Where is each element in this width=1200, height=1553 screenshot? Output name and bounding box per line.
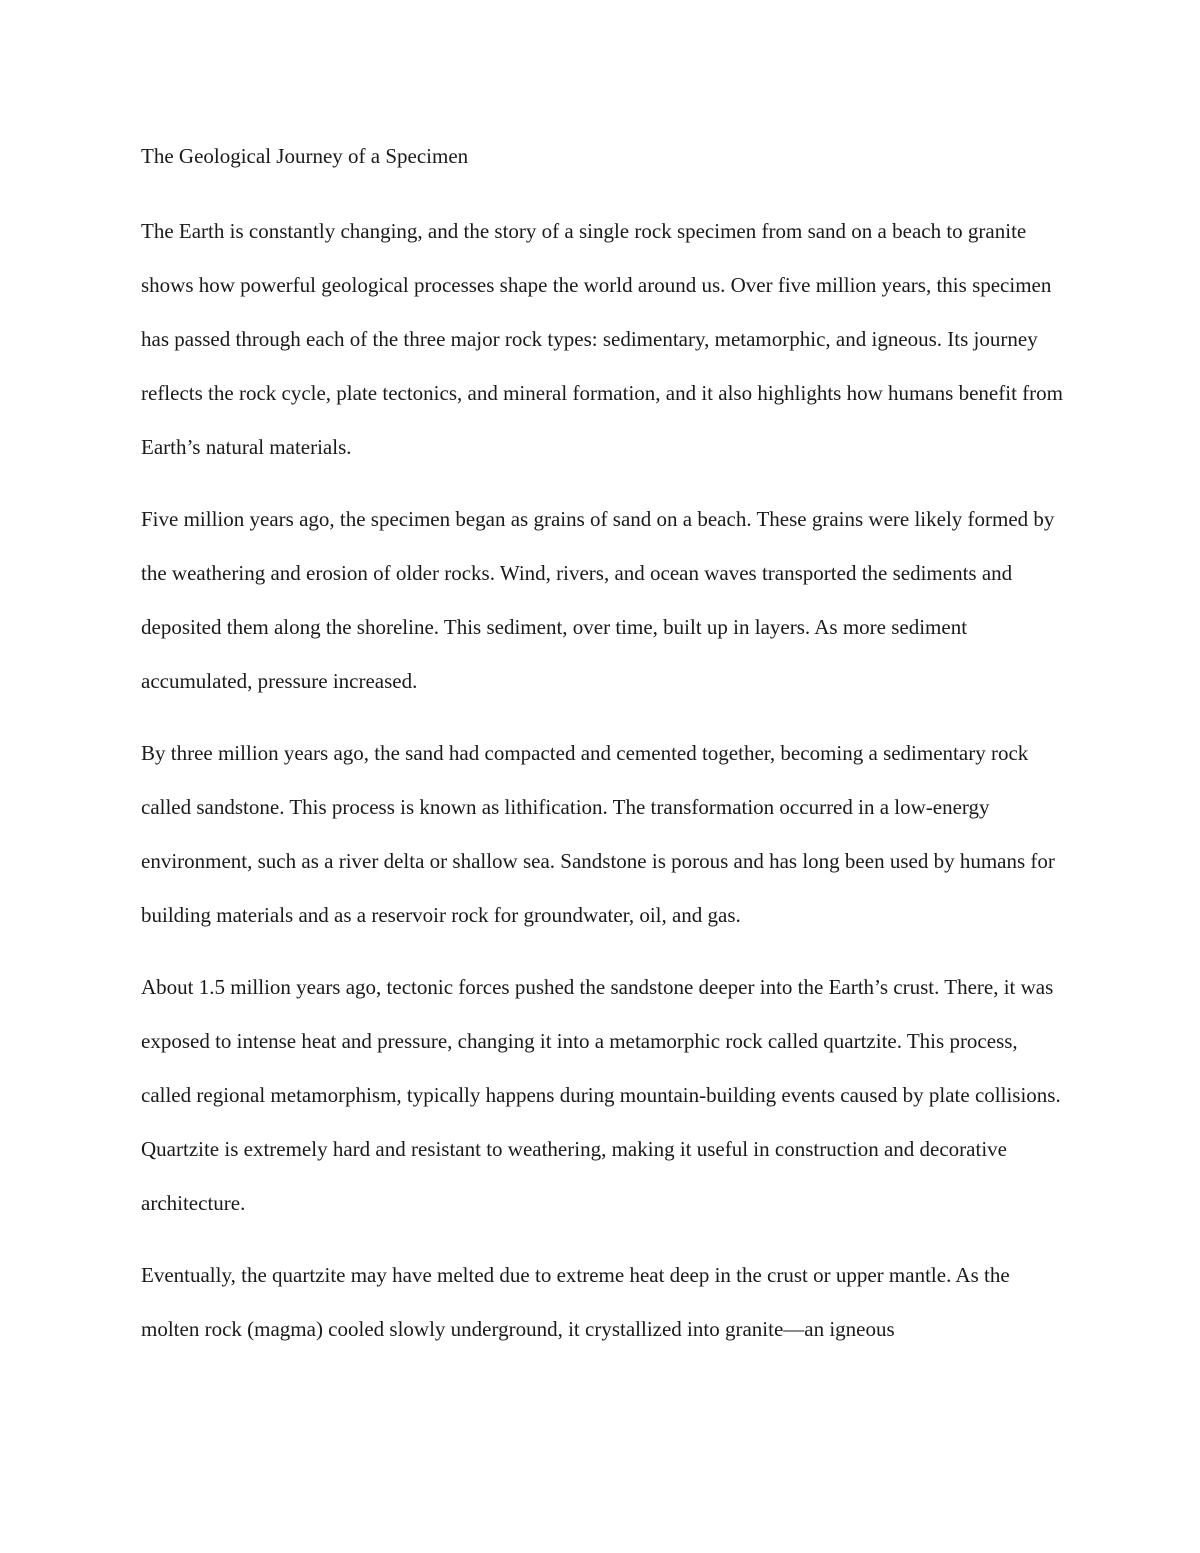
paragraph-quartzite: About 1.5 million years ago, tectonic forces pushed the sandstone deeper into the Earth’s crust. There, it was exposed to intense heat and pressure, changing it into a metamorphic rock called quartzite. This process, called regional metamorphism, typically happens during mountain-building events caused by plate collisions. Quartzite is extremely hard and resistant to weathering, making it useful in construction and decorative architecture.	[141, 975, 1061, 1215]
paragraph-granite: Eventually, the quartzite may have melted due to extreme heat deep in the crust or upper mantle. As the molten rock (magma) cooled slowly underground, it crystallized into granite—an igneous	[141, 1263, 1010, 1341]
document-body	[141, 140, 1063, 1374]
paragraph-introduction: The Earth is constantly changing, and the story of a single rock specimen from sand on a beach to granite shows how powerful geological processes shape the world around us. Over five million years, this specimen has passed through each of the three major rock types: sedimentary, metamorphic, and igneous. Its journey reflects the rock cycle, plate tectonics, and mineral formation, and it also highlights how humans benefit from Earth’s natural materials.	[141, 219, 1063, 459]
paragraph-sand-origin: Five million years ago, the specimen began as grains of sand on a beach. These grains were likely formed by the weathering and erosion of older rocks. Wind, rivers, and ocean waves transported the sediments and deposited them along the shoreline. This sediment, over time, built up in layers. As more sediment accumulated, pressure increased.	[141, 507, 1055, 693]
document-title: The Geological Journey of a Specimen	[141, 144, 469, 168]
paragraph-sandstone: By three million years ago, the sand had compacted and cemented together, becoming a sedimentary rock called sandstone. This process is known as lithification. The transformation occurred in a low-energy environment, such as a river delta or shallow sea. Sandstone is porous and has long been used by humans for building materials and as a reservoir rock for groundwater, oil, and gas.	[141, 741, 1055, 927]
